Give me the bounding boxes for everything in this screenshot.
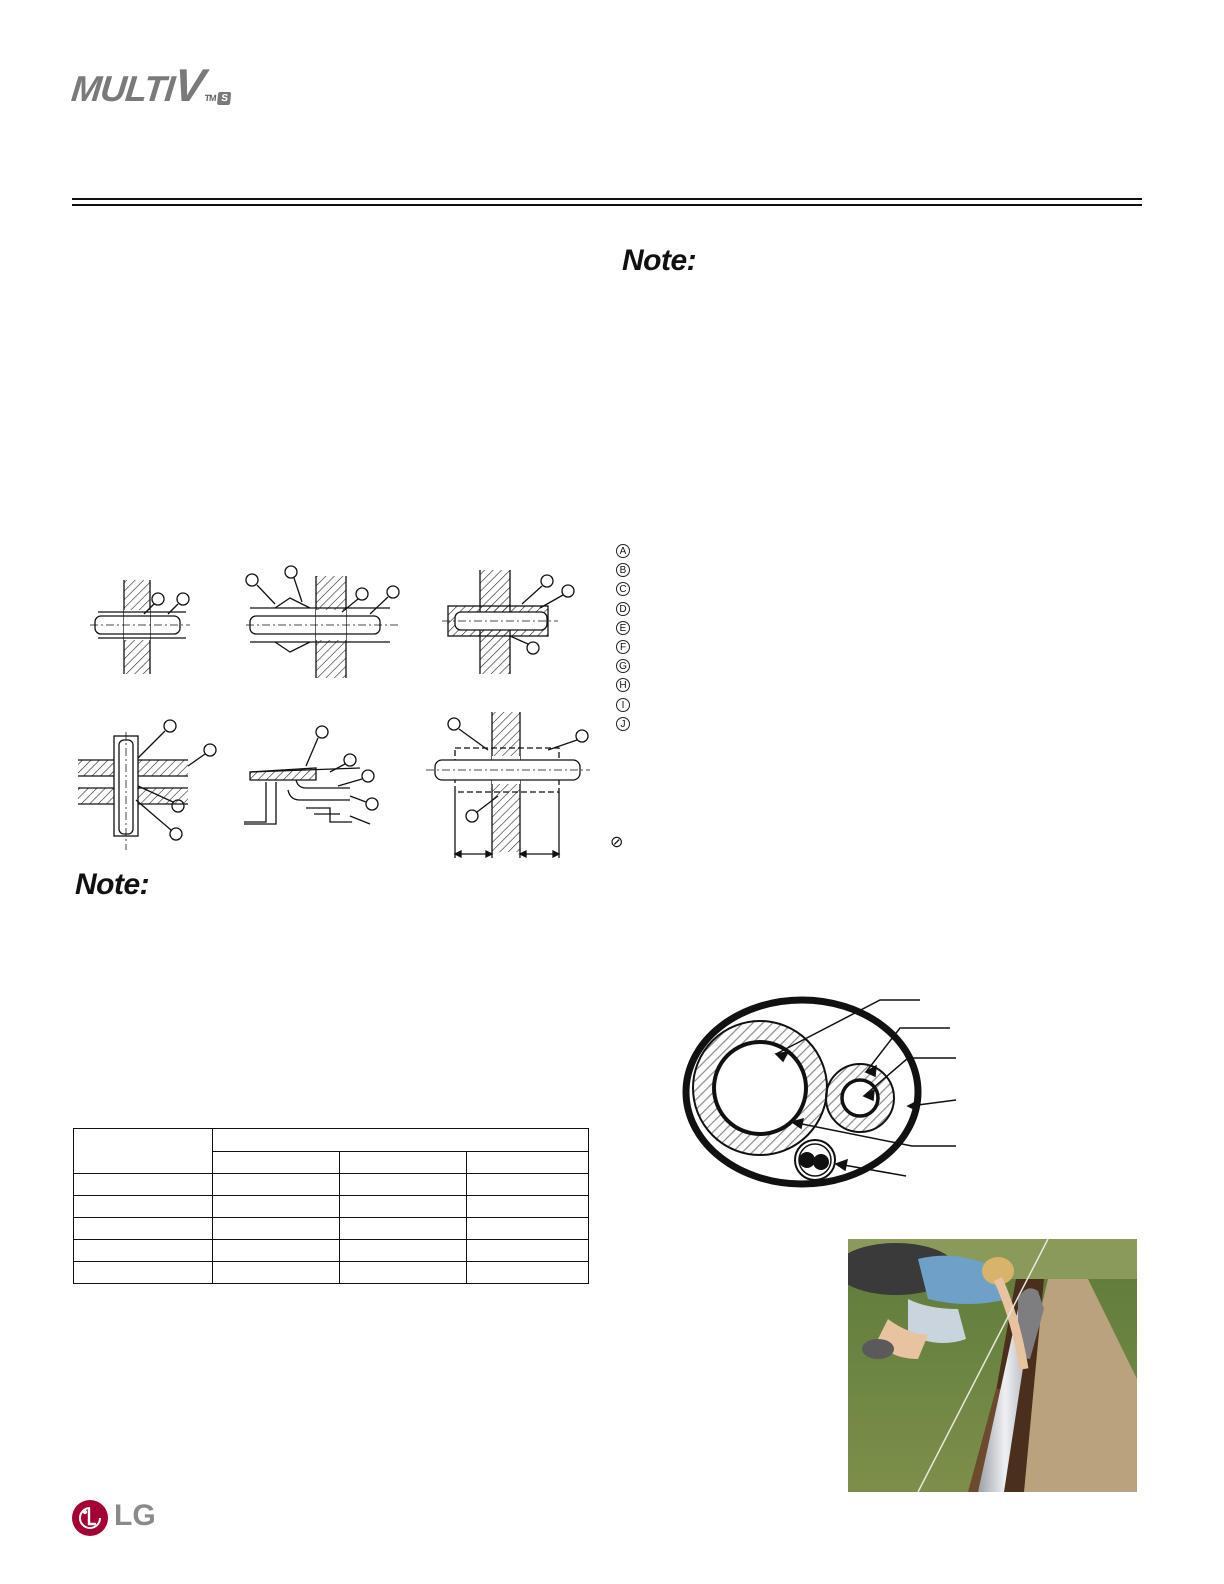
- table-header-cell: [74, 1129, 213, 1174]
- marker-g: G: [616, 659, 630, 673]
- table-header-cell: [213, 1129, 589, 1152]
- marker-i: I: [616, 698, 630, 712]
- trench-installation-photo: [848, 1239, 1137, 1492]
- multi-v-s-logo: [69, 58, 235, 112]
- pipe-spec-table: [73, 1128, 589, 1284]
- table-subheader-cell: [467, 1151, 589, 1174]
- diagram-roof-penetration: [244, 726, 378, 824]
- note-heading-right: Note:: [622, 244, 697, 277]
- conduit-cross-section-diagram: [680, 996, 970, 1196]
- logo-main-text: MULTI: [69, 68, 177, 109]
- lg-logo-icon: [72, 1500, 108, 1536]
- pipe-penetration-diagrams: [70, 560, 610, 860]
- marker-f: F: [616, 640, 630, 654]
- lg-brand-text: LG: [114, 1499, 156, 1532]
- marker-e: E: [616, 621, 630, 635]
- diagram-fire-wall-penetration: [426, 712, 590, 858]
- table-row: [74, 1218, 589, 1240]
- diagram-wall-penetration-3: [442, 570, 574, 674]
- table-subheader-cell: [340, 1151, 467, 1174]
- logo-trademark: TM: [204, 93, 217, 103]
- marker-d: D: [616, 602, 630, 616]
- header-rule-top: [72, 198, 1142, 200]
- marker-a: A: [616, 544, 630, 558]
- diagram-wall-penetration-2: [246, 566, 400, 678]
- logo-s-badge: S: [217, 92, 231, 105]
- marker-c: C: [616, 582, 630, 596]
- note-heading-left: Note:: [75, 868, 150, 901]
- marker-j: J: [616, 717, 630, 731]
- marker-h: H: [616, 678, 630, 692]
- marker-b: B: [616, 563, 630, 577]
- prohibited-icon: ⊘: [610, 834, 624, 851]
- table-row: [74, 1196, 589, 1218]
- table-row: [74, 1262, 589, 1284]
- table-row: [74, 1174, 589, 1196]
- diagram-wall-penetration-1: [90, 580, 190, 674]
- table-subheader-cell: [213, 1151, 340, 1174]
- table-row: [74, 1240, 589, 1262]
- logo-v-text: V: [171, 59, 207, 111]
- diagram-floor-penetration: [78, 720, 216, 850]
- header-rule-bottom: [72, 204, 1142, 206]
- diagram-legend-markers: [616, 544, 630, 736]
